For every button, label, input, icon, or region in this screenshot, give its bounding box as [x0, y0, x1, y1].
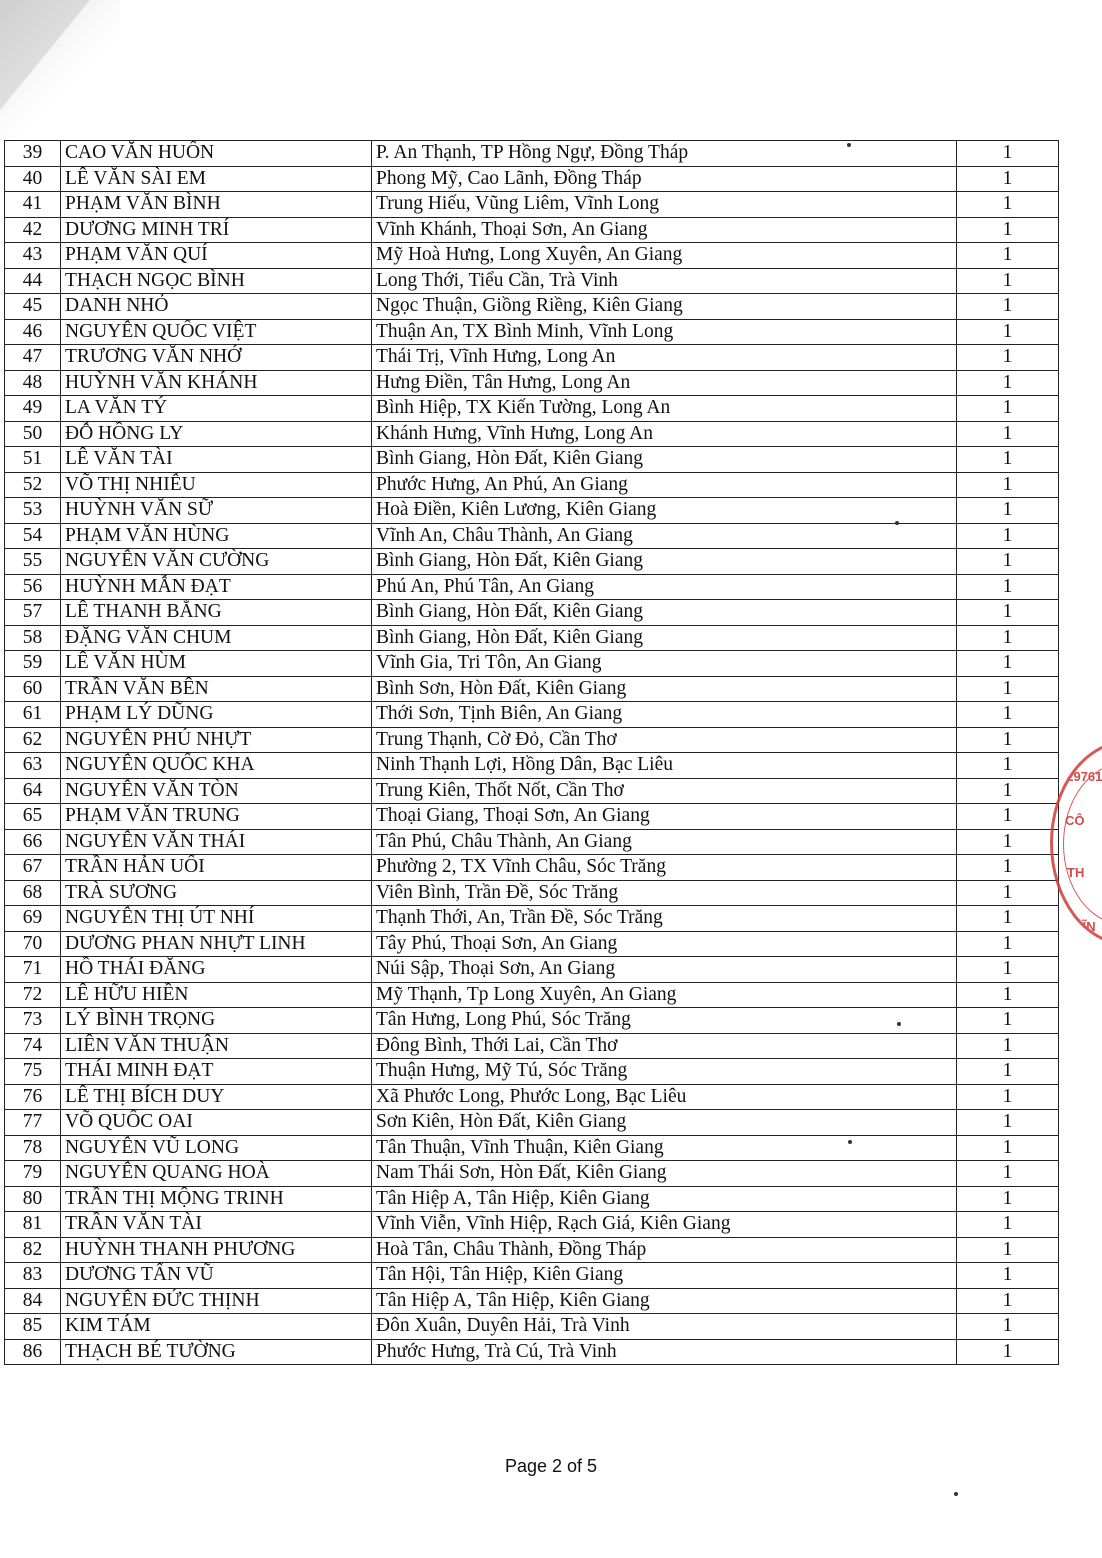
- quantity-cell: 1: [957, 396, 1059, 422]
- quantity-cell: 1: [957, 217, 1059, 243]
- quantity-cell: 1: [957, 268, 1059, 294]
- table-row: [5, 549, 1059, 575]
- row-number-cell: 50: [5, 421, 61, 447]
- name-cell: HỒ THÁI ĐĂNG: [61, 957, 372, 983]
- address-cell: Viên Bình, Trần Đề, Sóc Trăng: [372, 880, 957, 906]
- quantity-cell: 1: [957, 1263, 1059, 1289]
- address-cell: Xã Phước Long, Phước Long, Bạc Liêu: [372, 1084, 957, 1110]
- name-cell: NGUYỄN ĐỨC THỊNH: [61, 1288, 372, 1314]
- address-cell: Bình Giang, Hòn Đất, Kiên Giang: [372, 625, 957, 651]
- quantity-cell: 1: [957, 1339, 1059, 1365]
- row-number-cell: 72: [5, 982, 61, 1008]
- address-cell: P. An Thạnh, TP Hồng Ngự, Đồng Tháp: [372, 141, 957, 167]
- page-corner-fold: [0, 0, 90, 110]
- address-cell: Tân Hưng, Long Phú, Sóc Trăng: [372, 1008, 957, 1034]
- row-number-cell: 49: [5, 396, 61, 422]
- name-cell: LÊ VĂN SÀI EM: [61, 166, 372, 192]
- roster-table: [4, 140, 1059, 1365]
- table-row: [5, 702, 1059, 728]
- table-row: [5, 319, 1059, 345]
- quantity-cell: 1: [957, 1161, 1059, 1187]
- address-cell: Tân Hiệp A, Tân Hiệp, Kiên Giang: [372, 1186, 957, 1212]
- row-number-cell: 52: [5, 472, 61, 498]
- table-row: [5, 931, 1059, 957]
- scan-speck: [847, 143, 851, 147]
- row-number-cell: 53: [5, 498, 61, 524]
- address-cell: Sơn Kiên, Hòn Đất, Kiên Giang: [372, 1110, 957, 1136]
- name-cell: THẠCH NGỌC BÌNH: [61, 268, 372, 294]
- table-row: [5, 574, 1059, 600]
- address-cell: Thái Trị, Vĩnh Hưng, Long An: [372, 345, 957, 371]
- quantity-cell: 1: [957, 702, 1059, 728]
- quantity-cell: 1: [957, 294, 1059, 320]
- table-row: [5, 651, 1059, 677]
- row-number-cell: 86: [5, 1339, 61, 1365]
- name-cell: PHẠM VĂN HÙNG: [61, 523, 372, 549]
- row-number-cell: 43: [5, 243, 61, 269]
- table-row: [5, 676, 1059, 702]
- name-cell: LIÊN VĂN THUẬN: [61, 1033, 372, 1059]
- address-cell: Thuận An, TX Bình Minh, Vĩnh Long: [372, 319, 957, 345]
- address-cell: Tân Hội, Tân Hiệp, Kiên Giang: [372, 1263, 957, 1289]
- row-number-cell: 73: [5, 1008, 61, 1034]
- row-number-cell: 44: [5, 268, 61, 294]
- name-cell: NGUYỄN VĂN THÁI: [61, 829, 372, 855]
- table-row: [5, 396, 1059, 422]
- name-cell: ĐẶNG VĂN CHUM: [61, 625, 372, 651]
- quantity-cell: 1: [957, 931, 1059, 957]
- address-cell: Phường 2, TX Vĩnh Châu, Sóc Trăng: [372, 855, 957, 881]
- row-number-cell: 54: [5, 523, 61, 549]
- quantity-cell: 1: [957, 345, 1059, 371]
- row-number-cell: 68: [5, 880, 61, 906]
- name-cell: PHẠM VĂN BÌNH: [61, 192, 372, 218]
- name-cell: DANH NHỎ: [61, 294, 372, 320]
- table-row: [5, 217, 1059, 243]
- page-number: Page 2 of 5: [504, 1456, 598, 1476]
- name-cell: THÁI MINH ĐẠT: [61, 1059, 372, 1085]
- name-cell: NGUYỄN VŨ LONG: [61, 1135, 372, 1161]
- name-cell: PHẠM VĂN TRUNG: [61, 804, 372, 830]
- row-number-cell: 47: [5, 345, 61, 371]
- quantity-cell: 1: [957, 166, 1059, 192]
- table-row: [5, 472, 1059, 498]
- quantity-cell: 1: [957, 1110, 1059, 1136]
- quantity-cell: 1: [957, 141, 1059, 167]
- scan-speck: [848, 1140, 852, 1144]
- quantity-cell: 1: [957, 880, 1059, 906]
- table-row: [5, 141, 1059, 167]
- address-cell: Hưng Điền, Tân Hưng, Long An: [372, 370, 957, 396]
- name-cell: PHẠM LÝ DŨNG: [61, 702, 372, 728]
- name-cell: HUỲNH VĂN SỮ: [61, 498, 372, 524]
- address-cell: Bình Giang, Hòn Đất, Kiên Giang: [372, 600, 957, 626]
- address-cell: Hoà Điền, Kiên Lương, Kiên Giang: [372, 498, 957, 524]
- address-cell: Đôn Xuân, Duyên Hải, Trà Vinh: [372, 1314, 957, 1340]
- quantity-cell: 1: [957, 676, 1059, 702]
- table-row: [5, 829, 1059, 855]
- quantity-cell: 1: [957, 727, 1059, 753]
- name-cell: LÝ BÌNH TRỌNG: [61, 1008, 372, 1034]
- row-number-cell: 41: [5, 192, 61, 218]
- name-cell: ĐỖ HỒNG LY: [61, 421, 372, 447]
- quantity-cell: 1: [957, 906, 1059, 932]
- name-cell: LA VĂN TÝ: [61, 396, 372, 422]
- row-number-cell: 57: [5, 600, 61, 626]
- seal-text-1: CÔ: [1065, 813, 1085, 828]
- quantity-cell: 1: [957, 855, 1059, 881]
- address-cell: Mỹ Hoà Hưng, Long Xuyên, An Giang: [372, 243, 957, 269]
- address-cell: Phong Mỹ, Cao Lãnh, Đồng Tháp: [372, 166, 957, 192]
- row-number-cell: 45: [5, 294, 61, 320]
- table-row: [5, 1110, 1059, 1136]
- quantity-cell: 1: [957, 1186, 1059, 1212]
- table-row: [5, 600, 1059, 626]
- row-number-cell: 59: [5, 651, 61, 677]
- row-number-cell: 48: [5, 370, 61, 396]
- address-cell: Khánh Hưng, Vĩnh Hưng, Long An: [372, 421, 957, 447]
- seal-inner-ring: [1063, 763, 1102, 925]
- table-row: [5, 498, 1059, 524]
- row-number-cell: 83: [5, 1263, 61, 1289]
- table-row: [5, 447, 1059, 473]
- name-cell: DƯƠNG TẤN VŨ: [61, 1263, 372, 1289]
- address-cell: Thới Sơn, Tịnh Biên, An Giang: [372, 702, 957, 728]
- row-number-cell: 67: [5, 855, 61, 881]
- table-row: [5, 294, 1059, 320]
- address-cell: Tân Hiệp A, Tân Hiệp, Kiên Giang: [372, 1288, 957, 1314]
- row-number-cell: 84: [5, 1288, 61, 1314]
- table-row: [5, 1059, 1059, 1085]
- address-cell: Thạnh Thới, An, Trần Đề, Sóc Trăng: [372, 906, 957, 932]
- table-row: [5, 1263, 1059, 1289]
- table-row: [5, 804, 1059, 830]
- table-row: [5, 1033, 1059, 1059]
- name-cell: LÊ VĂN HÙM: [61, 651, 372, 677]
- address-cell: Vĩnh Khánh, Thoại Sơn, An Giang: [372, 217, 957, 243]
- quantity-cell: 1: [957, 243, 1059, 269]
- address-cell: Trung Kiên, Thốt Nốt, Cần Thơ: [372, 778, 957, 804]
- row-number-cell: 46: [5, 319, 61, 345]
- quantity-cell: 1: [957, 421, 1059, 447]
- name-cell: LÊ VĂN TÀI: [61, 447, 372, 473]
- address-cell: Bình Hiệp, TX Kiến Tường, Long An: [372, 396, 957, 422]
- table-row: [5, 345, 1059, 371]
- name-cell: LÊ HỮU HIỀN: [61, 982, 372, 1008]
- quantity-cell: 1: [957, 753, 1059, 779]
- address-cell: Bình Giang, Hòn Đất, Kiên Giang: [372, 549, 957, 575]
- quantity-cell: 1: [957, 957, 1059, 983]
- quantity-cell: 1: [957, 1237, 1059, 1263]
- quantity-cell: 1: [957, 1084, 1059, 1110]
- table-row: [5, 1161, 1059, 1187]
- quantity-cell: 1: [957, 549, 1059, 575]
- quantity-cell: 1: [957, 651, 1059, 677]
- address-cell: Trung Hiếu, Vũng Liêm, Vĩnh Long: [372, 192, 957, 218]
- name-cell: DƯƠNG MINH TRÍ: [61, 217, 372, 243]
- table-row: [5, 523, 1059, 549]
- table-row: [5, 880, 1059, 906]
- row-number-cell: 61: [5, 702, 61, 728]
- quantity-cell: 1: [957, 447, 1059, 473]
- row-number-cell: 77: [5, 1110, 61, 1136]
- table-row: [5, 753, 1059, 779]
- row-number-cell: 65: [5, 804, 61, 830]
- table-row: [5, 243, 1059, 269]
- address-cell: Ninh Thạnh Lợi, Hồng Dân, Bạc Liêu: [372, 753, 957, 779]
- quantity-cell: 1: [957, 1288, 1059, 1314]
- quantity-cell: 1: [957, 982, 1059, 1008]
- address-cell: Vĩnh Viễn, Vĩnh Hiệp, Rạch Giá, Kiên Giang: [372, 1212, 957, 1238]
- row-number-cell: 56: [5, 574, 61, 600]
- name-cell: PHẠM VĂN QUÍ: [61, 243, 372, 269]
- name-cell: THẠCH BÉ TƯỜNG: [61, 1339, 372, 1365]
- row-number-cell: 40: [5, 166, 61, 192]
- table-row: [5, 855, 1059, 881]
- row-number-cell: 60: [5, 676, 61, 702]
- name-cell: NGUYỄN VĂN CƯỜNG: [61, 549, 372, 575]
- address-cell: Trung Thạnh, Cờ Đỏ, Cần Thơ: [372, 727, 957, 753]
- table-row: [5, 957, 1059, 983]
- address-cell: Tây Phú, Thoại Sơn, An Giang: [372, 931, 957, 957]
- address-cell: Nam Thái Sơn, Hòn Đất, Kiên Giang: [372, 1161, 957, 1187]
- name-cell: NGUYỄN QUANG HOÀ: [61, 1161, 372, 1187]
- name-cell: TRƯƠNG VĂN NHỚ: [61, 345, 372, 371]
- quantity-cell: 1: [957, 1033, 1059, 1059]
- row-number-cell: 75: [5, 1059, 61, 1085]
- row-number-cell: 63: [5, 753, 61, 779]
- table-row: [5, 166, 1059, 192]
- table-row: [5, 1186, 1059, 1212]
- quantity-cell: 1: [957, 778, 1059, 804]
- row-number-cell: 69: [5, 906, 61, 932]
- quantity-cell: 1: [957, 472, 1059, 498]
- scan-speck: [897, 1022, 901, 1026]
- address-cell: Tân Phú, Châu Thành, An Giang: [372, 829, 957, 855]
- name-cell: NGUYỄN PHÚ NHỰT: [61, 727, 372, 753]
- table-row: [5, 370, 1059, 396]
- row-number-cell: 78: [5, 1135, 61, 1161]
- quantity-cell: 1: [957, 192, 1059, 218]
- address-cell: Thuận Hưng, Mỹ Tú, Sóc Trăng: [372, 1059, 957, 1085]
- table-row: [5, 1084, 1059, 1110]
- address-cell: Mỹ Thạnh, Tp Long Xuyên, An Giang: [372, 982, 957, 1008]
- row-number-cell: 39: [5, 141, 61, 167]
- row-number-cell: 71: [5, 957, 61, 983]
- address-cell: Phước Hưng, Trà Cú, Trà Vinh: [372, 1339, 957, 1365]
- name-cell: NGUYỄN THỊ ÚT NHÍ: [61, 906, 372, 932]
- quantity-cell: 1: [957, 1314, 1059, 1340]
- roster-body: [5, 141, 1059, 1365]
- address-cell: Bình Giang, Hòn Đất, Kiên Giang: [372, 447, 957, 473]
- row-number-cell: 58: [5, 625, 61, 651]
- seal-text-2: TH: [1067, 865, 1085, 880]
- row-number-cell: 82: [5, 1237, 61, 1263]
- name-cell: NGUYỄN QUỐC VIỆT: [61, 319, 372, 345]
- seal-text-3: H.VĨN: [1061, 919, 1096, 934]
- name-cell: CAO VĂN HUỐN: [61, 141, 372, 167]
- name-cell: TRẦN VĂN TÀI: [61, 1212, 372, 1238]
- address-cell: Phước Hưng, An Phú, An Giang: [372, 472, 957, 498]
- quantity-cell: 1: [957, 1008, 1059, 1034]
- name-cell: VÕ THỊ NHIỄU: [61, 472, 372, 498]
- table-row: [5, 982, 1059, 1008]
- row-number-cell: 76: [5, 1084, 61, 1110]
- address-cell: Phú An, Phú Tân, An Giang: [372, 574, 957, 600]
- row-number-cell: 66: [5, 829, 61, 855]
- name-cell: TRẦN THỊ MỘNG TRINH: [61, 1186, 372, 1212]
- name-cell: NGUYỄN VĂN TÒN: [61, 778, 372, 804]
- name-cell: DƯƠNG PHAN NHỰT LINH: [61, 931, 372, 957]
- quantity-cell: 1: [957, 625, 1059, 651]
- name-cell: TRÀ SƯƠNG: [61, 880, 372, 906]
- quantity-cell: 1: [957, 574, 1059, 600]
- name-cell: HUỲNH VĂN KHÁNH: [61, 370, 372, 396]
- row-number-cell: 85: [5, 1314, 61, 1340]
- row-number-cell: 55: [5, 549, 61, 575]
- address-cell: Vĩnh An, Châu Thành, An Giang: [372, 523, 957, 549]
- quantity-cell: 1: [957, 1212, 1059, 1238]
- scan-speck: [954, 1492, 958, 1496]
- name-cell: TRẦN VĂN BÊN: [61, 676, 372, 702]
- row-number-cell: 51: [5, 447, 61, 473]
- address-cell: Bình Sơn, Hòn Đất, Kiên Giang: [372, 676, 957, 702]
- table-row: [5, 1135, 1059, 1161]
- table-row: [5, 1008, 1059, 1034]
- table-row: [5, 268, 1059, 294]
- name-cell: KIM TÁM: [61, 1314, 372, 1340]
- table-row: [5, 1314, 1059, 1340]
- quantity-cell: 1: [957, 1059, 1059, 1085]
- scan-speck: [895, 521, 899, 525]
- address-cell: Vĩnh Gia, Tri Tôn, An Giang: [372, 651, 957, 677]
- name-cell: LÊ THỊ BÍCH DUY: [61, 1084, 372, 1110]
- name-cell: VÕ QUỐC OAI: [61, 1110, 372, 1136]
- table-row: [5, 421, 1059, 447]
- address-cell: Thoại Giang, Thoại Sơn, An Giang: [372, 804, 957, 830]
- name-cell: TRẦN HẢN UỐI: [61, 855, 372, 881]
- address-cell: Hoà Tân, Châu Thành, Đồng Tháp: [372, 1237, 957, 1263]
- table-row: [5, 778, 1059, 804]
- address-cell: Ngọc Thuận, Giồng Riềng, Kiên Giang: [372, 294, 957, 320]
- row-number-cell: 80: [5, 1186, 61, 1212]
- row-number-cell: 62: [5, 727, 61, 753]
- quantity-cell: 1: [957, 829, 1059, 855]
- address-cell: Tân Thuận, Vĩnh Thuận, Kiên Giang: [372, 1135, 957, 1161]
- row-number-cell: 42: [5, 217, 61, 243]
- table-row: [5, 1212, 1059, 1238]
- quantity-cell: 1: [957, 370, 1059, 396]
- table-row: [5, 727, 1059, 753]
- name-cell: HUỲNH MẪN ĐẠT: [61, 574, 372, 600]
- address-cell: Đông Bình, Thới Lai, Cần Thơ: [372, 1033, 957, 1059]
- quantity-cell: 1: [957, 498, 1059, 524]
- address-cell: Long Thới, Tiểu Cần, Trà Vinh: [372, 268, 957, 294]
- row-number-cell: 70: [5, 931, 61, 957]
- table-row: [5, 1288, 1059, 1314]
- table-row: [5, 906, 1059, 932]
- quantity-cell: 1: [957, 319, 1059, 345]
- row-number-cell: 64: [5, 778, 61, 804]
- name-cell: HUỲNH THANH PHƯƠNG: [61, 1237, 372, 1263]
- table-row: [5, 625, 1059, 651]
- quantity-cell: 1: [957, 804, 1059, 830]
- row-number-cell: 81: [5, 1212, 61, 1238]
- seal-code: 029761: [1059, 769, 1102, 784]
- row-number-cell: 74: [5, 1033, 61, 1059]
- table-row: [5, 1237, 1059, 1263]
- quantity-cell: 1: [957, 1135, 1059, 1161]
- quantity-cell: 1: [957, 523, 1059, 549]
- quantity-cell: 1: [957, 600, 1059, 626]
- name-cell: NGUYỄN QUỐC KHA: [61, 753, 372, 779]
- name-cell: LÊ THANH BẰNG: [61, 600, 372, 626]
- address-cell: Núi Sập, Thoại Sơn, An Giang: [372, 957, 957, 983]
- row-number-cell: 79: [5, 1161, 61, 1187]
- table-row: [5, 192, 1059, 218]
- table-row: [5, 1339, 1059, 1365]
